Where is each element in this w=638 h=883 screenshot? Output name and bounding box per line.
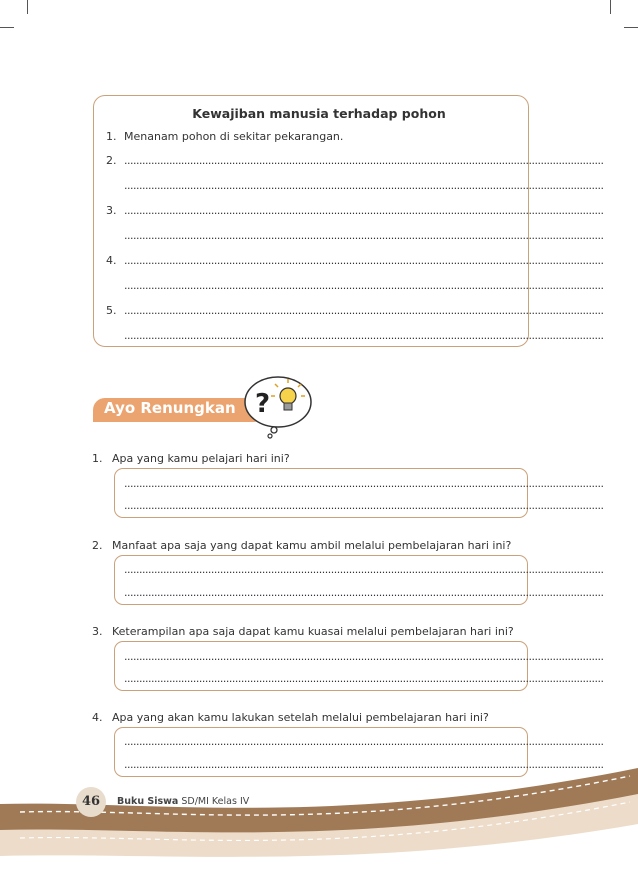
item-number: 1. [106,130,117,143]
answer-line[interactable]: ................................................................................................................................................................ [124,254,604,267]
item-number: 5. [106,304,117,317]
answer-line[interactable]: ................................................................................................................................................................ [124,586,604,599]
question-text: Apa yang kamu pelajari hari ini? [112,452,290,465]
answer-line[interactable]: ................................................................................................................................................................ [124,672,604,685]
thought-bubble-icon [238,372,322,440]
crop-mark-tr-v [610,0,611,14]
question-mark-icon: ? [255,389,271,419]
section-title: Ayo Renungkan [104,399,236,417]
crop-mark-tr-h [624,27,638,28]
question-text: Keterampilan apa saja dapat kamu kuasai melalui pembelajaran hari ini? [112,625,514,638]
question-2 [92,539,511,552]
question-number: 4. [92,711,103,724]
item-number: 4. [106,254,117,267]
answer-line[interactable]: ................................................................................................................................................................ [124,204,604,217]
answer-line[interactable]: ................................................................................................................................................................ [124,229,604,242]
page-number: 46 [76,787,106,817]
question-1 [92,452,290,465]
answer-line[interactable]: ................................................................................................................................................................ [124,329,604,342]
book-title-rest: SD/MI Kelas IV [178,796,250,807]
answer-line[interactable]: ................................................................................................................................................................ [124,179,604,192]
question-number: 3. [92,625,103,638]
answer-line[interactable]: ................................................................................................................................................................ [124,563,604,576]
answer-line[interactable]: ................................................................................................................................................................ [124,650,604,663]
question-text: Apa yang akan kamu lakukan setelah melalui pembelajaran hari ini? [112,711,489,724]
question-number: 2. [92,539,103,552]
question-4 [92,711,489,724]
box-title: Kewajiban manusia terhadap pohon [192,106,446,121]
item-number: 3. [106,204,117,217]
item-number: 2. [106,154,117,167]
answer-line[interactable]: ................................................................................................................................................................ [124,154,604,167]
question-number: 1. [92,452,103,465]
footer-wave-decoration [0,760,638,883]
answer-line[interactable]: ................................................................................................................................................................ [124,279,604,292]
book-title-bold: Buku Siswa [117,796,179,807]
question-text: Manfaat apa saja yang dapat kamu ambil melalui pembelajaran hari ini? [112,539,512,552]
answer-line[interactable]: ................................................................................................................................................................ [124,304,604,317]
answer-line[interactable]: ................................................................................................................................................................ [124,477,604,490]
answer-line[interactable]: ................................................................................................................................................................ [124,758,604,771]
answer-line[interactable]: ................................................................................................................................................................ [124,499,604,512]
answer-line[interactable]: ................................................................................................................................................................ [124,735,604,748]
item-text: Menanam pohon di sekitar pekarangan. [124,130,344,143]
question-3 [92,625,514,638]
book-title [117,796,249,807]
crop-mark-tl-h [0,27,14,28]
crop-mark-tl-v [27,0,28,14]
